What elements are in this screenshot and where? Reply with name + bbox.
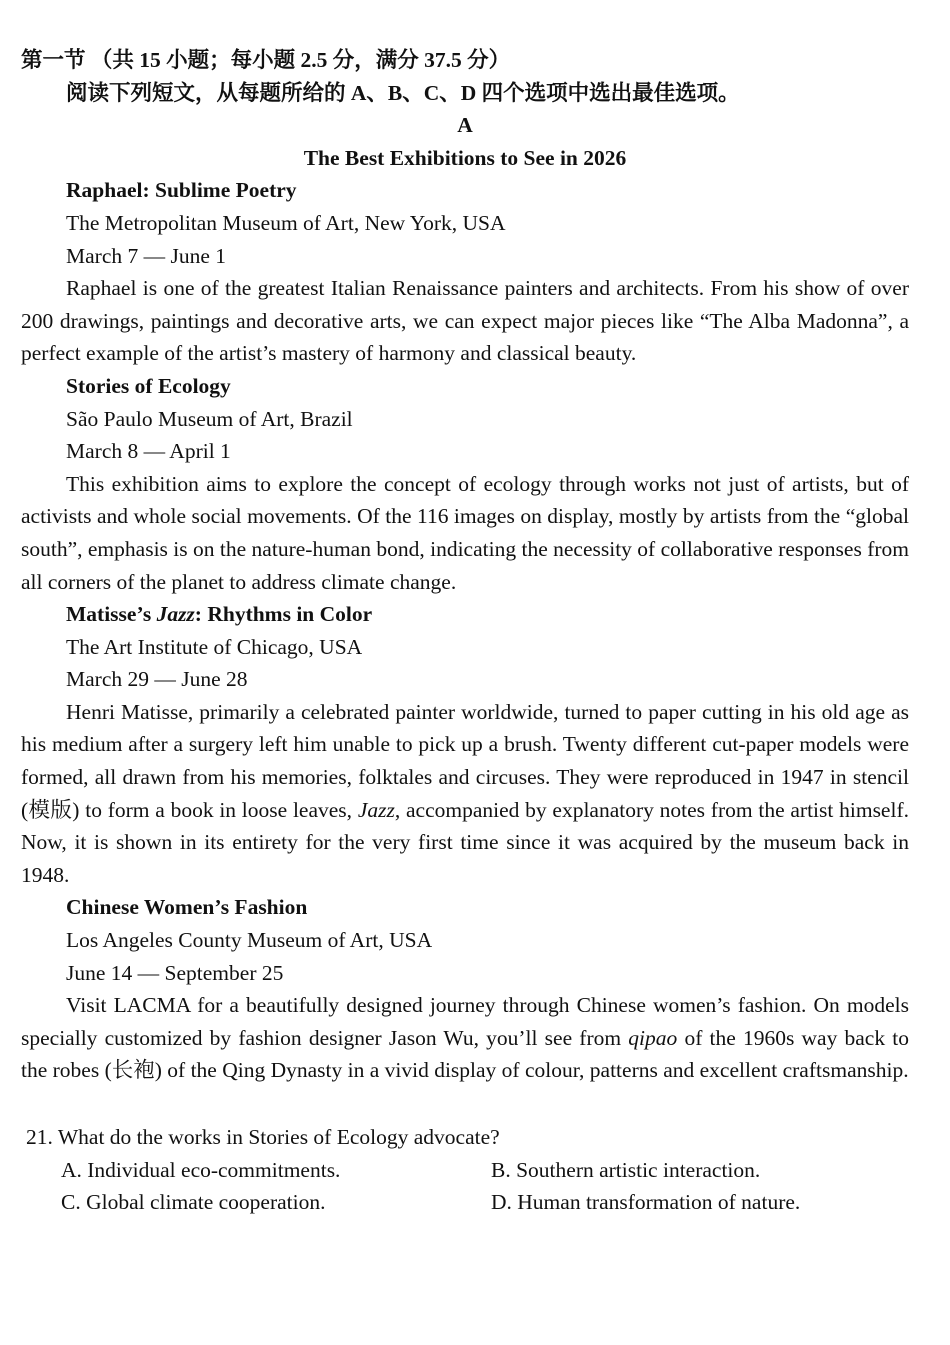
desc-part2: , accompanied by explanatory notes from the artist himself. Now, it is shown in its entirety for the very first time since it was acquired by the museum back in 1948. xyxy=(21,797,909,887)
exhibition-name: Stories of Ecology xyxy=(66,373,231,398)
exhibition-name: Raphael: Sublime Poetry xyxy=(66,178,297,203)
question-stem: 21. What do the works in Stories of Ecology advocate? xyxy=(26,1125,500,1149)
section-header: 第一节 （共 15 小题；每小题 2.5 分，满分 37.5 分） xyxy=(21,48,511,72)
option-d[interactable]: D. Human transformation of nature. xyxy=(491,1190,801,1215)
spacer xyxy=(21,1087,909,1121)
exhibition-dates: March 29 — June 28 xyxy=(66,667,248,692)
exhibition-matisse xyxy=(21,598,909,891)
exhibition-venue: São Paulo Museum of Art, Brazil xyxy=(66,406,353,431)
name-suffix: : Rhythms in Color xyxy=(194,602,373,627)
desc-italic: qipao xyxy=(628,1025,678,1050)
option-c[interactable]: C. Global climate cooperation. xyxy=(61,1190,326,1215)
desc-part1: Henri Matisse, primarily a celebrated painter worldwide, turned to paper cutting in his old age as his medium after a surgery left him unable to pick up a brush. Twenty different cut-paper models were formed, all drawn from his memories, folktales and circuses. They were reproduced in 1947 in stencil (模版) to form a book in loose leaves, xyxy=(21,699,909,822)
desc-italic: Jazz xyxy=(357,797,395,822)
option-b[interactable]: B. Southern artistic interaction. xyxy=(491,1157,761,1182)
question-21 xyxy=(21,1121,909,1219)
exhibition-description: This exhibition aims to explore the concept of ecology through works not just of artists, but of activists and whole social movements. Of the 116 images on display, mostly by artists from the “global south”, emphasis is on the nature-human bond, indicating the necessity of collaborative responses from all corners of the planet to address climate change. xyxy=(21,471,909,594)
exhibition-name xyxy=(21,598,909,631)
option-a[interactable]: A. Individual eco-commitments. xyxy=(61,1157,341,1182)
passage-label: A xyxy=(457,113,473,138)
exhibition-description: Raphael is one of the greatest Italian Renaissance painters and architects. From his show of over 200 drawings, paintings and decorative arts, we can expect major pieces like “The Alba Madonna”, a perfect example of the artist’s mastery of harmony and classical beauty. xyxy=(21,276,909,366)
instructions: 阅读下列短文，从每题所给的 A、B、C、D 四个选项中选出最佳选项。 xyxy=(66,80,740,105)
exhibition-description xyxy=(21,989,909,1087)
passage-title: The Best Exhibitions to See in 2026 xyxy=(303,145,627,170)
exhibition-raphael xyxy=(21,174,909,370)
desc-part1: Visit LACMA for a beautifully designed journey through Chinese women’s fashion. On models specially customized by fashion designer Jason Wu, you’ll see from xyxy=(21,993,909,1050)
exhibition-dates: March 8 — April 1 xyxy=(66,439,231,464)
exhibition-chinese-fashion xyxy=(21,891,909,1087)
desc-part2: of the 1960s way back to the robes (长袍) of the Qing Dynasty in a vivid display of colour, patterns and excellent craftsmanship. xyxy=(21,1025,909,1083)
exhibition-ecology xyxy=(21,370,909,598)
name-italic: Jazz xyxy=(156,602,195,627)
exam-page xyxy=(21,44,909,1219)
exhibition-dates: June 14 — September 25 xyxy=(66,960,284,985)
exhibition-venue: Los Angeles County Museum of Art, USA xyxy=(66,928,433,953)
exhibition-name: Chinese Women’s Fashion xyxy=(66,895,308,920)
exhibition-description xyxy=(21,696,909,892)
name-prefix: Matisse’s xyxy=(66,602,157,627)
answer-options xyxy=(21,1154,909,1219)
exhibition-venue: The Metropolitan Museum of Art, New York, USA xyxy=(66,210,506,235)
exhibition-venue: The Art Institute of Chicago, USA xyxy=(66,634,363,659)
exhibition-dates: March 7 — June 1 xyxy=(66,243,227,268)
